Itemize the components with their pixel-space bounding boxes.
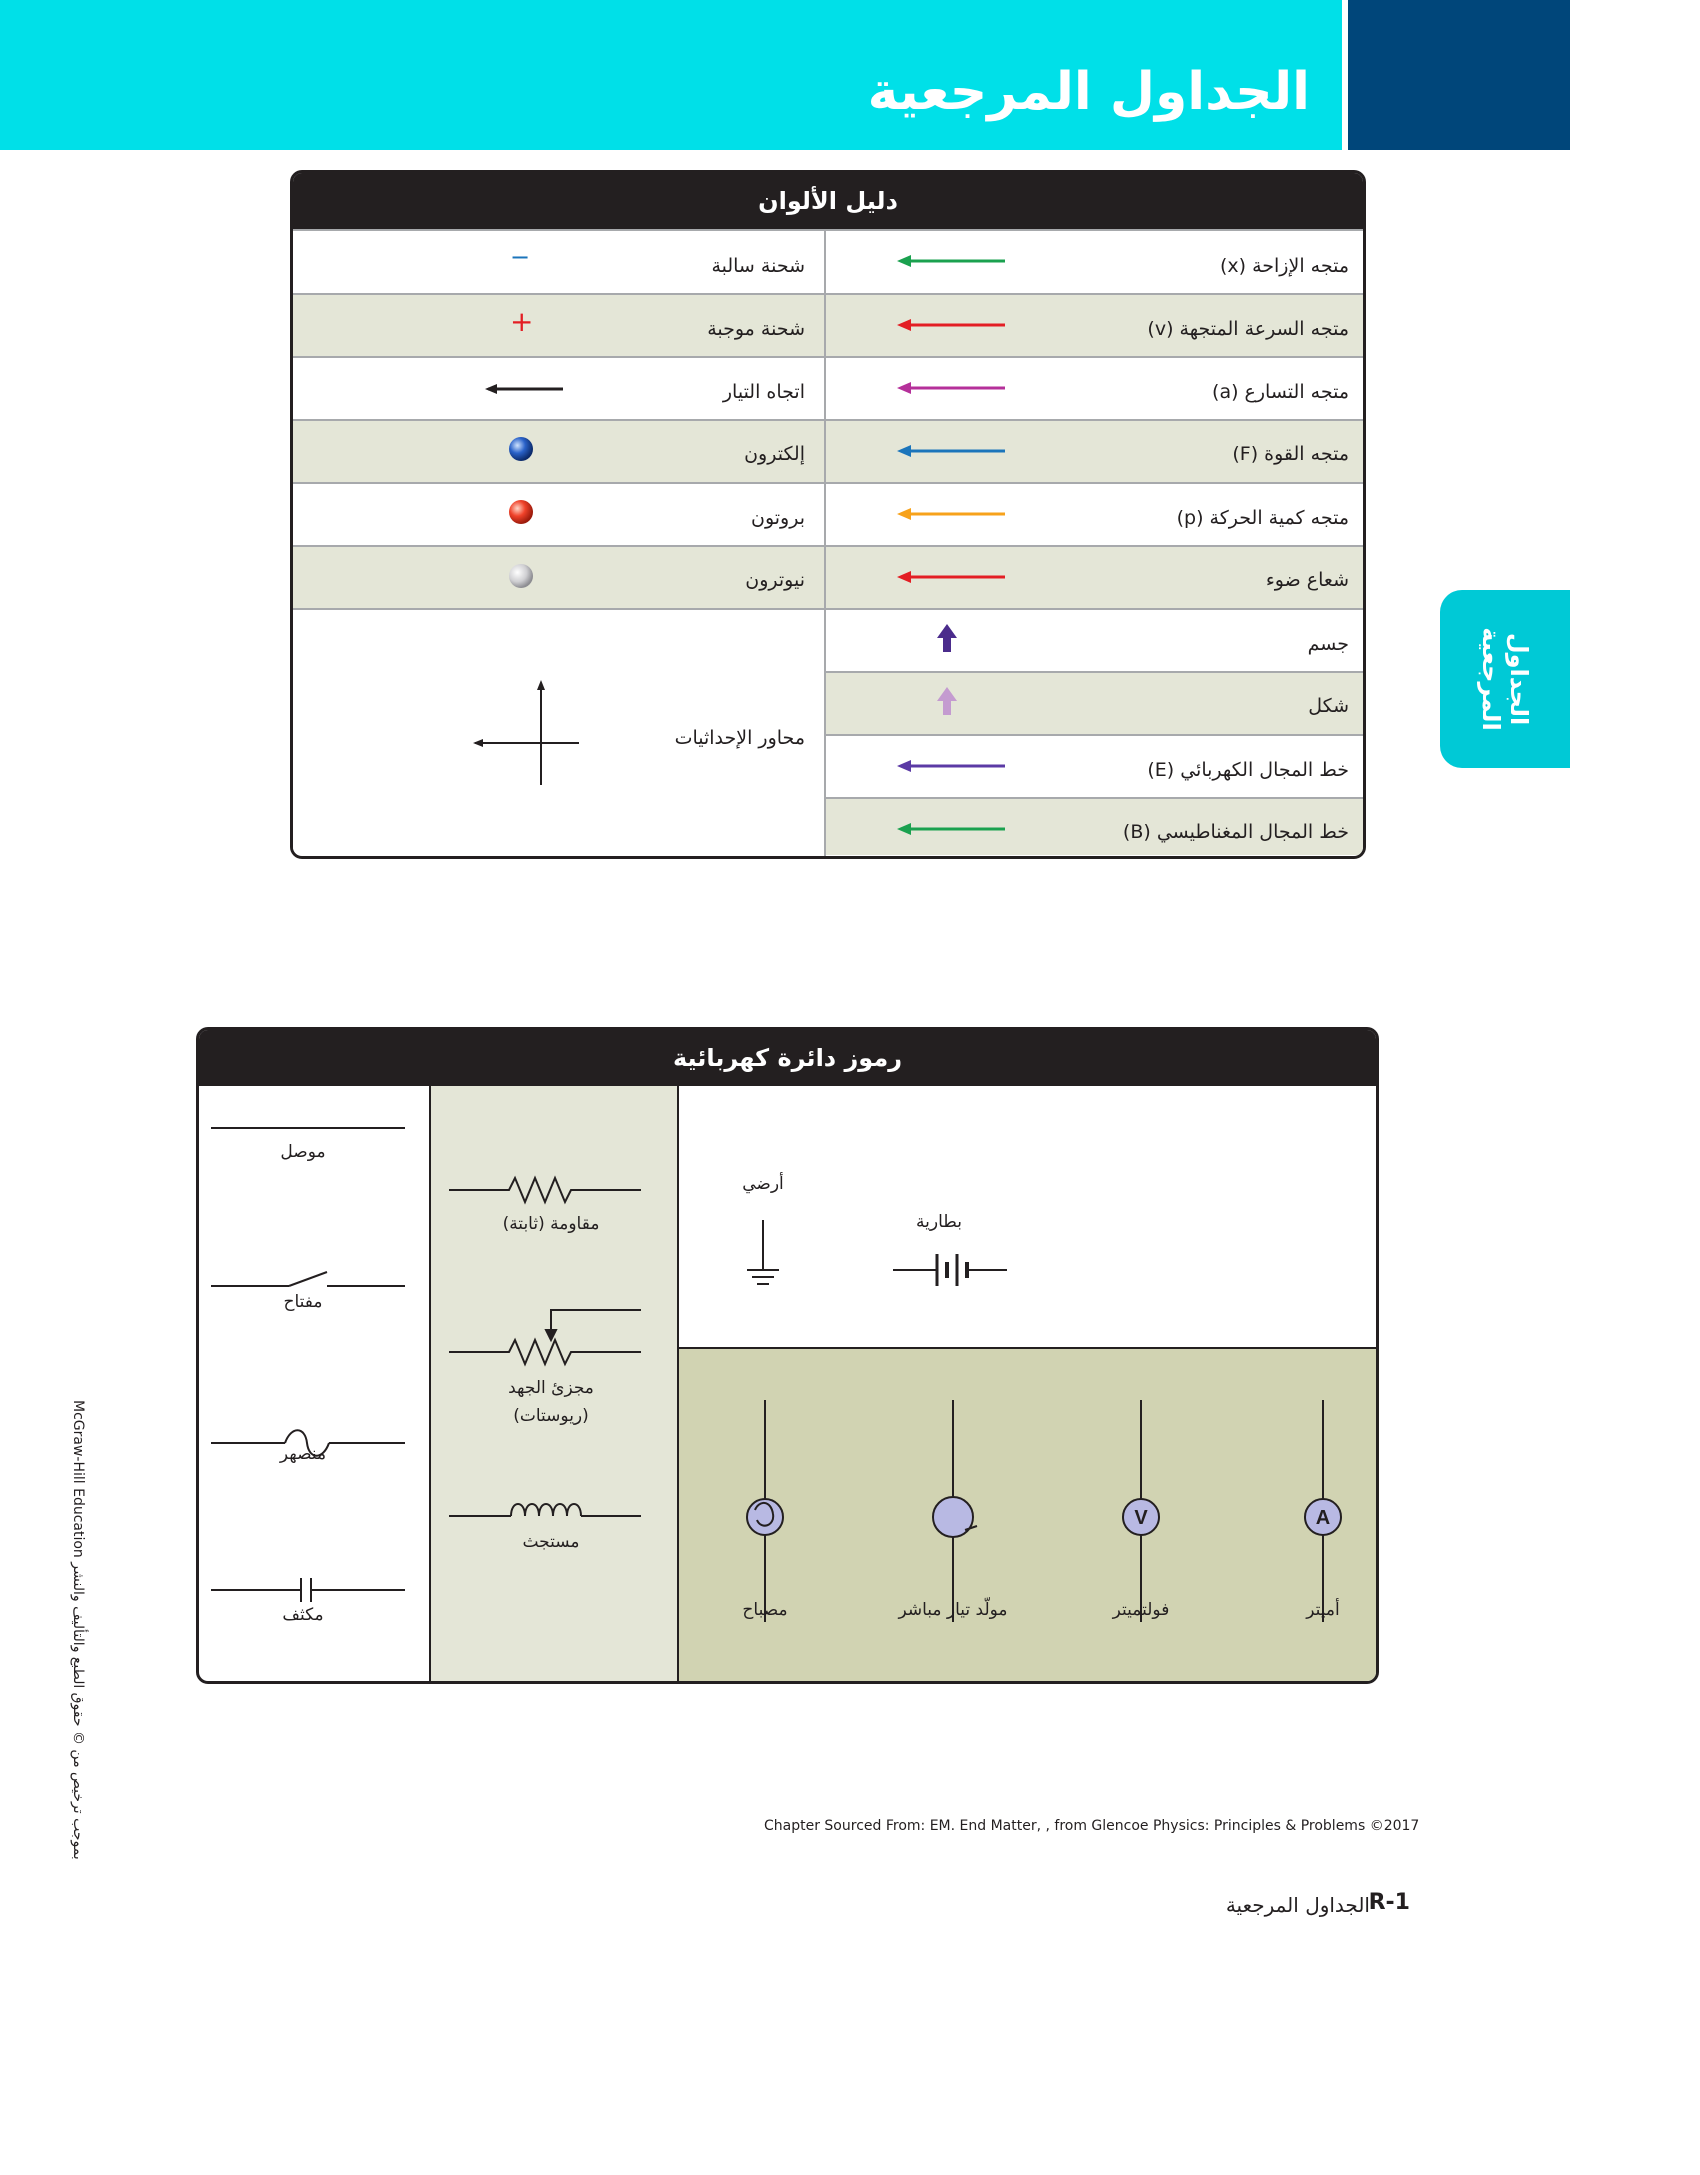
resistor-symbol [449, 1178, 641, 1202]
vector-arrowhead [897, 255, 911, 267]
inductor-label: مستجث [522, 1532, 580, 1552]
vector-label: متجه القوة (F) [1232, 443, 1349, 465]
vector-label: شكل [1308, 695, 1349, 717]
particle-label: محاور الإحداثيات [674, 727, 805, 749]
color-guide-graphics [293, 173, 1363, 856]
dc-generator-symbol [933, 1400, 977, 1622]
resistor-label: مقاومة (ثابتة) [502, 1214, 600, 1234]
vector-label: شعاع ضوء [1265, 569, 1349, 591]
switch-label: مفتاح [283, 1292, 323, 1312]
conductor-label: موصل [280, 1142, 326, 1162]
lamp-label: مصباح [742, 1600, 788, 1620]
vector-label: متجه التسارع (a) [1212, 381, 1349, 403]
vector-label: متجه الإزاحة (x) [1219, 255, 1349, 277]
capacitor-label: مكثف [282, 1605, 324, 1625]
vector-label: متجه كمية الحركة (p) [1176, 507, 1349, 529]
vector-arrowhead [897, 571, 911, 583]
source-attribution: Chapter Sourced From: EM. End Matter, , from Glencoe Physics: Principles & Problems ©2017 [764, 1818, 1420, 1834]
voltmeter-letter: V [1134, 1507, 1148, 1529]
ammeter-label: أميتر [1306, 1600, 1340, 1620]
circuit-graphics [199, 1030, 1376, 1681]
particle-label: نيوترون [745, 569, 805, 591]
particle-label: إلكترون [744, 443, 805, 465]
vector-arrowhead [897, 445, 911, 457]
particle-label: بروتون [750, 507, 805, 529]
vector-label: متجه السرعة المتجهة (v) [1147, 318, 1349, 340]
neutron-icon [509, 564, 533, 588]
proton-icon [509, 500, 533, 524]
capacitor-symbol [211, 1578, 405, 1602]
potentiometer-label: مجزئ الجهد [508, 1378, 594, 1398]
side-tab-label: الجداول المرجعية [1477, 627, 1533, 731]
switch-symbol [211, 1272, 405, 1286]
color-guide-title: دليل الألوان [293, 173, 1363, 229]
vector-arrowhead [897, 760, 911, 772]
vector-arrowhead [897, 319, 911, 331]
potentiometer-symbol [449, 1310, 641, 1364]
circuit-symbols-title: رموز دائرة كهربائية [199, 1030, 1376, 1086]
vector-label: جسم [1307, 633, 1349, 655]
positive-charge-icon: + [510, 305, 534, 338]
color-guide-table [290, 170, 1366, 859]
axes-vertical-arrowhead [537, 680, 545, 690]
header-corner-block [1348, 0, 1570, 150]
dc-generator-label: مولّد تيار مباشر [898, 1600, 1008, 1620]
vector-arrowhead [897, 823, 911, 835]
copyright-credit: McGraw-Hill Education ﺑﻤﻮﺟﺐ ﺗﺮﺧﻴﺺ ﻣﻦ © ﺣﻘﻮق اﻟﻄﺒﻊ واﻟﺘﺄﻟﻴﻒ واﻟﻨﺸﺮ [70, 1400, 86, 1860]
negative-charge-icon: − [510, 243, 531, 271]
object-arrow-icon [937, 624, 957, 652]
circuit-symbols-table [196, 1027, 1379, 1684]
figure-arrow-icon [937, 687, 957, 715]
particle-label: شحنة سالبة [711, 255, 805, 277]
particle-label: اتجاه التيار [722, 381, 805, 403]
vector-arrow [897, 255, 1005, 835]
battery-label: بطارية [916, 1212, 962, 1232]
ammeter-letter: A [1315, 1507, 1331, 1529]
page-title: الجداول المرجعية [867, 62, 1310, 122]
axes-horizontal-arrowhead [473, 739, 483, 747]
vector-arrowhead [897, 382, 911, 394]
current-direction-arrowhead [485, 384, 497, 394]
vector-label: خط المجال المغناطيسي (B) [1122, 821, 1349, 843]
side-tab-label-wrap [1440, 590, 1570, 768]
electron-icon [509, 437, 533, 461]
inductor-symbol [449, 1504, 641, 1516]
voltmeter-label: فولتميتر [1112, 1600, 1170, 1620]
vector-arrowhead [897, 508, 911, 520]
particle-label: شحنة موجبة [707, 318, 805, 340]
footer-section-label: الجداول المرجعية [1225, 1893, 1370, 1917]
rheostat-label: (ريوستات) [513, 1406, 589, 1426]
page-number: R-1 [1368, 1890, 1410, 1915]
vector-label: خط المجال الكهربائي (E) [1147, 759, 1349, 781]
ground-label: أرضي [742, 1174, 784, 1194]
fuse-label: منصهر [279, 1444, 327, 1464]
battery-symbol [893, 1254, 1007, 1286]
lamp-symbol [747, 1400, 783, 1622]
ground-symbol [747, 1220, 779, 1284]
fuse-symbol [211, 1430, 405, 1456]
